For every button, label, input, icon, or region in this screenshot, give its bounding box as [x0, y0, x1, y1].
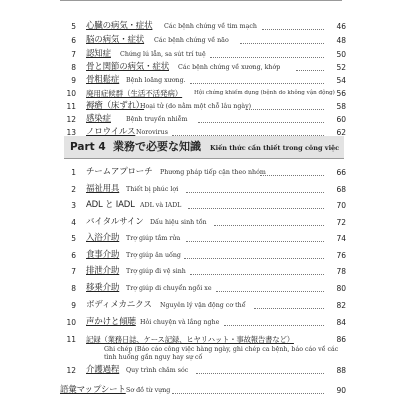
item-title-vi: Các bệnh chứng về xương, khớp — [178, 64, 281, 71]
item-number: 7 — [71, 50, 76, 59]
leader-dots — [216, 290, 324, 292]
leader-dots — [296, 69, 324, 71]
item-page: 78 — [336, 267, 346, 276]
item-title-jp: 廃用症候群（生活不活発病） — [86, 89, 183, 98]
item-title-jp: 移乗介助 — [86, 283, 120, 293]
toc-row-p3-11[interactable] — [0, 100, 400, 113]
item-title-jp: 感染症 — [86, 114, 111, 124]
item-page: 50 — [336, 50, 346, 59]
item-number: 8 — [71, 63, 76, 72]
leader-dots — [196, 372, 324, 374]
item-title-jp: 食事介助 — [86, 250, 120, 260]
leader-dots — [214, 224, 324, 226]
item-title-jp: 記録（業務日誌、ケース記録、ヒヤリハット・事故報告書など） — [86, 335, 294, 344]
item-page: 58 — [336, 102, 346, 111]
toc-row-p4-3[interactable] — [0, 199, 400, 212]
item-number: 1 — [71, 168, 76, 177]
leader-dots — [190, 82, 324, 84]
item-page: 90 — [336, 386, 346, 395]
item-title-vi: Norovirus — [136, 129, 168, 136]
item-title-vi: Dấu hiệu sinh tồn — [150, 219, 207, 226]
item-title-vi: Các bệnh chứng về tim mạch — [164, 23, 257, 30]
item-title-jp: チームアプローチ — [86, 167, 153, 177]
item-title-jp: 排泄介助 — [86, 266, 120, 276]
item-page: 72 — [336, 218, 346, 227]
item-title-jp: 認知症 — [86, 49, 111, 59]
part-title-jp: 業務で必要な知識 — [113, 140, 201, 153]
toc-row-p4-5[interactable] — [0, 232, 400, 245]
item-title-jp: 入浴介助 — [86, 233, 120, 243]
item-number: 9 — [71, 76, 76, 85]
item-title-vi: Thiết bị phúc lợi — [126, 186, 179, 193]
leader-dots — [190, 273, 324, 275]
toc-row-p4-6[interactable] — [0, 249, 400, 262]
item-title-jp: 福祉用具 — [86, 184, 120, 194]
item-page: 48 — [336, 36, 346, 45]
leader-dots — [172, 392, 324, 394]
item-number: 7 — [71, 267, 76, 276]
item-title-jp: 骨粗鬆症 — [86, 75, 120, 85]
leader-dots — [254, 307, 324, 309]
toc-row-p4-12[interactable] — [0, 364, 400, 377]
item-title-jp: ノロウイルス — [86, 127, 136, 137]
leader-dots — [240, 42, 324, 44]
item-page: 82 — [336, 301, 346, 310]
item-number: 6 — [71, 36, 76, 45]
leader-dots — [184, 257, 324, 259]
toc-row-p4-9[interactable] — [0, 299, 400, 312]
item-number: 10 — [66, 318, 76, 327]
item-title-vi: Quy trình chăm sóc — [126, 367, 189, 374]
leader-dots — [260, 174, 324, 176]
item-title-vi: Các bệnh chứng về não — [154, 37, 229, 44]
item-number: 8 — [71, 284, 76, 293]
item-page: 84 — [336, 318, 346, 327]
item-number: 2 — [71, 185, 76, 194]
item-page: 46 — [336, 22, 346, 31]
toc-row-p3-10[interactable] — [0, 87, 400, 100]
leader-dots — [186, 191, 324, 193]
part-title-vi: Kiến thức cần thiết trong công việc — [210, 144, 340, 152]
item-title-vi: Hoại tử (do nằm một chỗ lâu ngày) — [140, 103, 252, 110]
item-title-vi: Ghi chép (Báo cáo công việc hàng ngày, ghi chép ca bệnh, báo cáo về các — [104, 346, 339, 353]
toc-row-p4-2[interactable] — [0, 183, 400, 196]
item-page: 76 — [336, 251, 346, 260]
item-title-jp: 脳の病気・症状 — [86, 35, 145, 45]
toc-row-p4-4[interactable] — [0, 216, 400, 229]
item-title-vi: Trợ giúp di chuyển ngồi xe — [126, 285, 212, 292]
leader-dots — [224, 324, 324, 326]
toc-row-p3-12[interactable] — [0, 113, 400, 126]
item-number: 4 — [71, 218, 76, 227]
item-page: 52 — [336, 63, 346, 72]
item-number: 12 — [66, 366, 76, 375]
toc-row-p3-7[interactable] — [0, 48, 400, 61]
item-number: 12 — [66, 115, 76, 124]
item-title-vi-continued: tình huống gần nguy hay sự cố — [104, 354, 203, 361]
item-number: 11 — [66, 335, 76, 344]
toc-row-p4-8[interactable] — [0, 282, 400, 295]
toc-row-p3-13[interactable] — [0, 126, 400, 139]
leader-dots — [188, 207, 324, 209]
item-number: 5 — [71, 234, 76, 243]
item-page: 66 — [336, 168, 346, 177]
item-number: 13 — [66, 128, 76, 137]
item-page: 88 — [336, 366, 346, 375]
item-title-jp: 語彙マップシート — [60, 385, 126, 395]
leader-dots — [186, 240, 324, 242]
item-title-jp: 褥瘡（床ずれ） — [86, 101, 145, 111]
item-page: 68 — [336, 185, 346, 194]
item-title-jp: 声かけと傾聴 — [86, 317, 136, 327]
item-number: 10 — [66, 89, 76, 98]
item-title-vi: Hội chứng khiếm dụng (bệnh do không vận động) — [194, 90, 335, 96]
item-page: 80 — [336, 284, 346, 293]
item-number: 5 — [71, 22, 76, 31]
item-title-vi: Phương pháp tiếp cận theo nhóm — [160, 169, 266, 176]
item-page: 86 — [336, 335, 346, 344]
item-number: 6 — [71, 251, 76, 260]
leader-dots — [210, 56, 324, 58]
part-label: Part 4 — [70, 141, 106, 153]
toc-row-p3-6[interactable] — [0, 34, 400, 47]
toc-row-appendix[interactable] — [0, 384, 400, 397]
item-page: 56 — [336, 89, 346, 98]
item-page: 70 — [336, 201, 346, 210]
item-title-vi: Chứng lú lẫn, sa sút trí tuệ — [120, 51, 206, 58]
item-page: 62 — [336, 128, 346, 137]
item-number: 11 — [66, 102, 76, 111]
item-page: 60 — [336, 115, 346, 124]
item-title-vi: Trợ giúp ăn uống — [126, 252, 181, 259]
item-title-vi: Sơ đồ từ vựng — [126, 387, 171, 394]
item-title-vi: Nguyên lý vận động cơ thể — [160, 302, 246, 309]
item-title-jp: 介護過程 — [86, 365, 120, 375]
item-title-vi: ADL và IADL — [140, 202, 182, 209]
leader-dots — [246, 108, 324, 110]
item-title-jp: バイタルサイン — [86, 217, 144, 227]
toc-row-p4-7[interactable] — [0, 265, 400, 278]
leader-dots — [172, 134, 324, 136]
toc-row-p4-1[interactable] — [0, 166, 400, 179]
item-page: 54 — [336, 76, 346, 85]
item-title-jp: 骨と関節の病気・症状 — [86, 62, 170, 72]
top-rule — [60, 0, 342, 1]
toc-row-p3-5[interactable] — [0, 20, 400, 33]
item-title-vi: Bệnh loãng xương. — [126, 77, 186, 84]
item-title-jp: ボディメカニクス — [86, 300, 152, 310]
item-title-jp: 心臓の病気・症状 — [86, 21, 153, 31]
item-title-vi: Trợ giúp tắm rửa — [126, 235, 181, 242]
item-number: 9 — [71, 301, 76, 310]
item-title-vi: Trợ giúp đi vệ sinh — [126, 268, 186, 275]
item-title-vi: Bệnh truyền nhiễm — [126, 116, 188, 123]
item-title-vi: Hỏi chuyện và lắng nghe — [140, 319, 220, 326]
item-number: 3 — [71, 201, 76, 210]
toc-row-p4-10[interactable] — [0, 316, 400, 329]
toc-row-p3-8[interactable] — [0, 61, 400, 74]
item-page: 74 — [336, 234, 346, 243]
toc-row-p3-9[interactable] — [0, 74, 400, 87]
item-title-jp: ADL と IADL — [86, 200, 135, 210]
leader-dots — [198, 121, 324, 123]
leader-dots — [262, 28, 324, 30]
